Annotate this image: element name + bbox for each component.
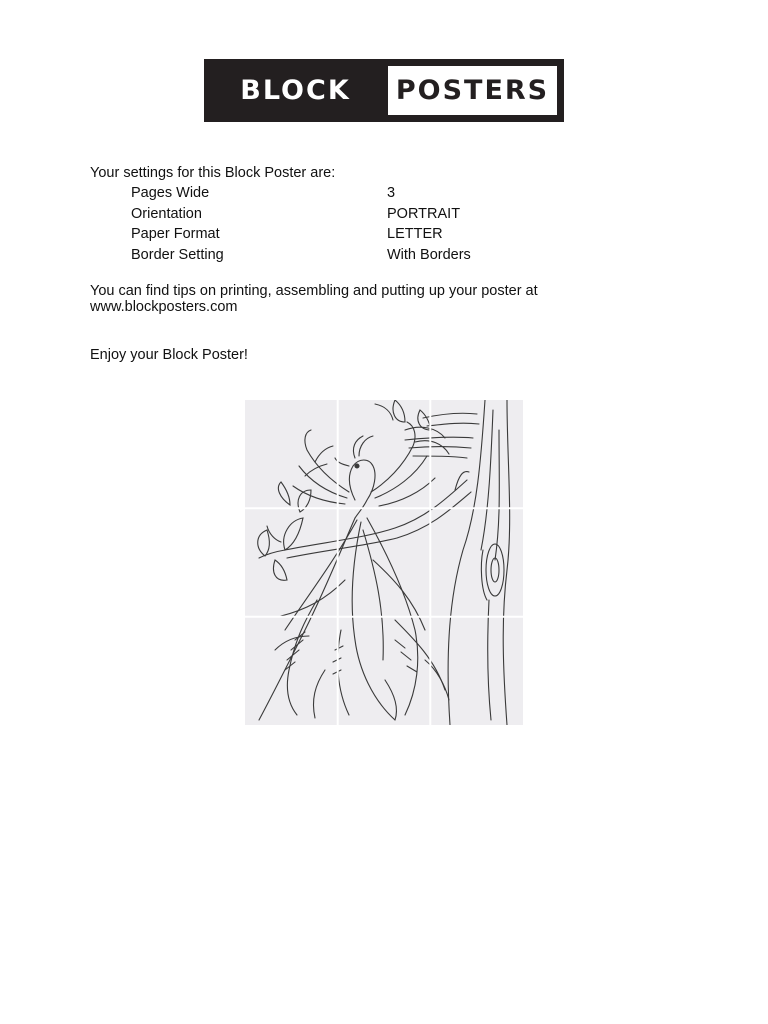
block-posters-logo [204,59,564,122]
logo-word-posters: POSTERS [388,66,557,115]
setting-value: 3 [387,185,396,201]
logo-word-block: BLOCK [240,75,351,106]
setting-label: Orientation [131,205,202,222]
phoenix-sketch-illustration [245,400,523,725]
settings-intro: Your settings for this Block Poster are: [90,165,336,181]
setting-value: LETTER [387,226,443,243]
poster-preview-image [245,400,523,725]
setting-label: Pages Wide [131,185,210,201]
setting-label: Paper Format [131,226,220,243]
tips-text: You can find tips on printing, assembling and putting up your poster at www.blockposters.com [90,283,538,315]
setting-value: PORTRAIT [387,205,461,222]
enjoy-text: Enjoy your Block Poster! [90,347,248,363]
setting-label: Border Setting [131,247,224,264]
setting-value: With Borders [387,247,471,264]
